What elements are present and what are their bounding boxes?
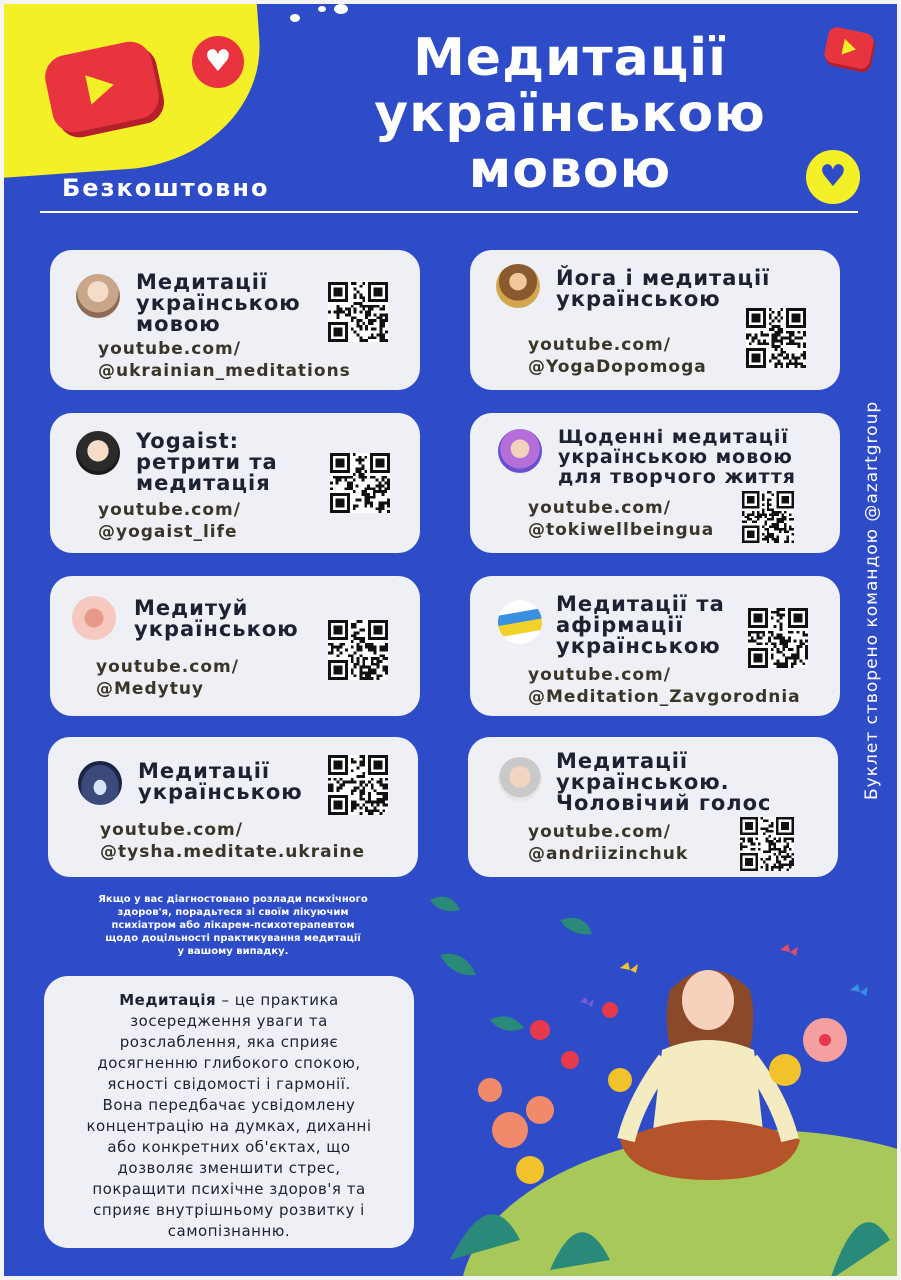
channel-name: Медитації українською. Чоловічий голос [556, 749, 772, 815]
channel-name: Медитації та афірмації українською [556, 592, 725, 658]
page-title: Медитації українською мовою [374, 28, 766, 200]
channel-card [470, 250, 840, 390]
channel-name: Щоденні медитації українською мовою для творчого життя [558, 426, 796, 488]
avatar [498, 429, 542, 473]
channel-name: Йога і медитації українською [556, 266, 771, 311]
channel-card [50, 413, 420, 553]
avatar [78, 761, 122, 805]
channel-card [48, 737, 418, 877]
channel-link[interactable]: youtube.com/ @ukrainian_meditations [98, 339, 351, 381]
qr-code-icon [328, 620, 388, 680]
divider [40, 211, 858, 213]
channel-link[interactable]: youtube.com/ @yogaist_life [98, 500, 241, 542]
definition-card [44, 976, 414, 1248]
avatar [496, 264, 540, 308]
qr-code-icon [742, 491, 794, 543]
avatar [72, 596, 116, 640]
avatar [76, 431, 120, 475]
avatar [498, 600, 542, 644]
channel-card [50, 250, 420, 390]
channel-link[interactable]: youtube.com/ @tysha.meditate.ukraine [100, 820, 366, 862]
channel-link[interactable]: youtube.com/ @Meditation_Zavgorodnia [528, 665, 801, 707]
heart-icon: ♥ [806, 150, 860, 204]
health-warning: Якщо у вас діагностовано розлади психічного здоров'я, порадьтеся зі своїм лікуючим психіатром або лікарем-психотерапевтом щодо доцільності практикування медитації у вашому випадку. [98, 894, 368, 957]
avatar [498, 757, 542, 801]
channel-name: Медитуй українською [134, 596, 299, 641]
free-label: Безкоштовно [62, 174, 270, 202]
channel-name: Медитації українською [138, 759, 303, 804]
channel-card [50, 576, 420, 716]
qr-code-icon [328, 755, 388, 815]
credit-text: Буклет створено командою @azartgroup [862, 400, 882, 800]
qr-code-icon [328, 282, 388, 342]
meditating-woman-illustration [430, 880, 901, 1280]
channel-link[interactable]: youtube.com/ @YogaDopomoga [528, 335, 707, 377]
youtube-icon [823, 26, 875, 71]
channel-name: Медитації українською мовою [136, 270, 301, 336]
definition-text: Медитація – це практика зосередження уваги та розслаблення, яка сприяє досягненню глибокого спокою, ясності свідомості і гармонії. Вона передбачає усвідомлену концентрацію на думках, диханні або конкретних об'єктах, що дозволяє зменшити стрес, покращити психічне здоров'я та сприяє внутрішньому розвитку і самопізнанню. [86, 991, 372, 1240]
channel-card [470, 413, 840, 553]
channel-link[interactable]: youtube.com/ @tokiwellbeingua [528, 498, 715, 540]
channel-card [468, 737, 838, 877]
qr-code-icon [748, 608, 808, 668]
qr-code-icon [330, 453, 390, 513]
heart-icon: ♥ [192, 36, 244, 88]
avatar [76, 274, 120, 318]
channel-link[interactable]: youtube.com/ @andriizinchuk [528, 822, 689, 864]
qr-code-icon [740, 817, 794, 871]
channel-card [470, 576, 840, 716]
qr-code-icon [746, 308, 806, 368]
channel-name: Yogaist: ретрити та медитація [136, 429, 278, 495]
channel-link[interactable]: youtube.com/ @Medytuy [96, 657, 239, 699]
